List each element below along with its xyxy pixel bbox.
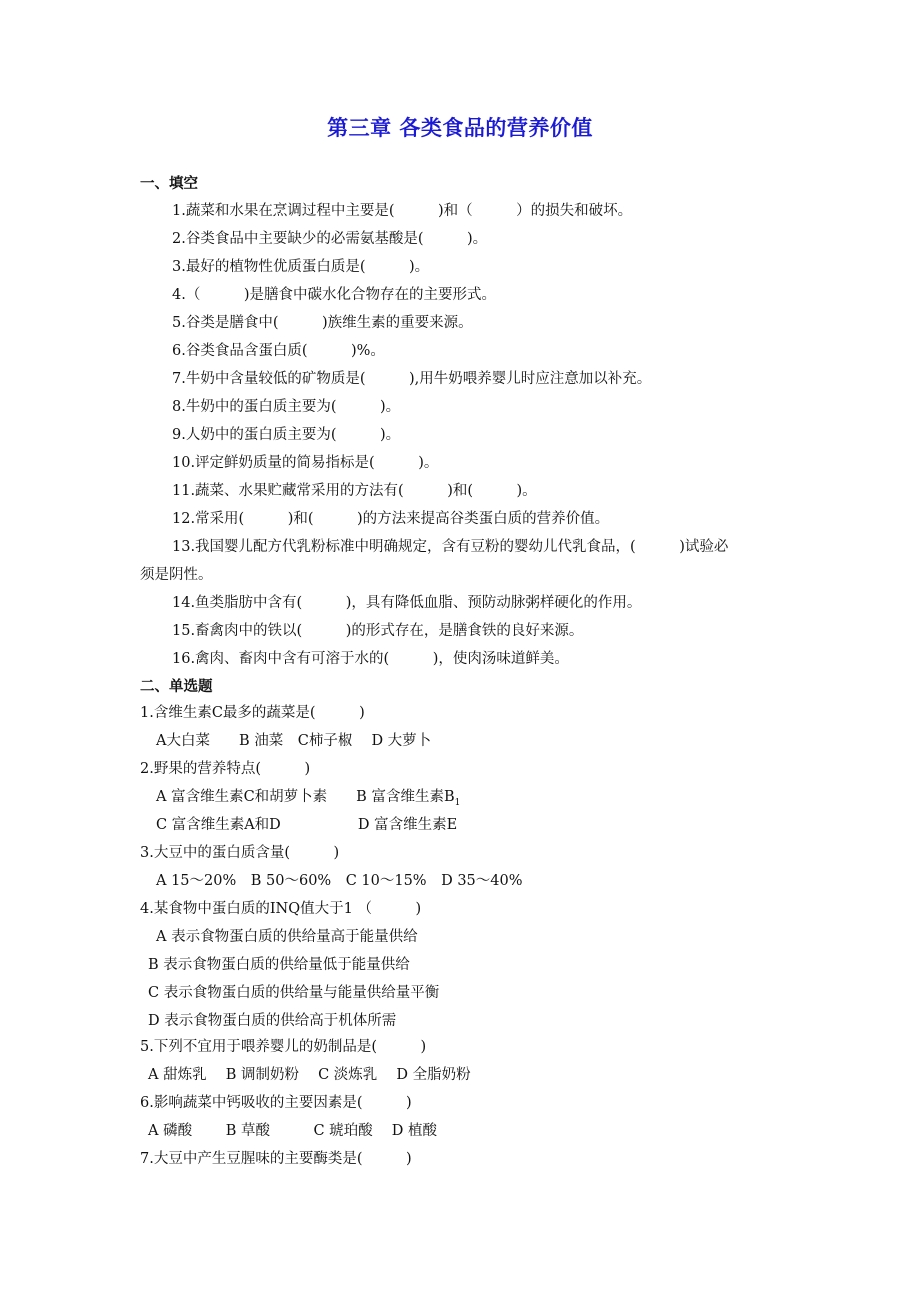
question-3-options: A 15～20% B 50～60% C 10～15% D 35～40% bbox=[156, 873, 523, 889]
section-heading-single-choice: 二、单选题 bbox=[140, 679, 213, 695]
question-7: 7.大豆中产生豆腥味的主要酶类是( ) bbox=[140, 1151, 412, 1167]
question-4-option-d: D 表示食物蛋白质的供给高于机体所需 bbox=[148, 1013, 397, 1029]
fill-item-7: 7.牛奶中含量较低的矿物质是( ),用牛奶喂养婴儿时应注意加以补充。 bbox=[172, 371, 652, 387]
fill-item-16: 16.禽肉、畜肉中含有可溶于水的( )，使肉汤味道鲜美。 bbox=[172, 651, 569, 667]
question-1: 1.含维生素C最多的蔬菜是( ) bbox=[140, 705, 365, 721]
fill-item-13-continued: 须是阴性。 bbox=[140, 567, 213, 583]
fill-item-9: 9.人奶中的蛋白质主要为( )。 bbox=[172, 427, 401, 443]
fill-item-3: 3.最好的植物性优质蛋白质是( )。 bbox=[172, 259, 430, 275]
fill-item-5: 5.谷类是膳食中( )族维生素的重要来源。 bbox=[172, 315, 473, 331]
fill-item-11: 11.蔬菜、水果贮藏常采用的方法有( )和( )。 bbox=[172, 483, 537, 499]
question-2-option-text: A 富含维生素C和胡萝卜素 B 富含维生素B bbox=[156, 789, 455, 805]
question-6: 6.影响蔬菜中钙吸收的主要因素是( ) bbox=[140, 1095, 412, 1111]
question-6-options: A 磷酸 B 草酸 C 琥珀酸 D 植酸 bbox=[148, 1123, 438, 1139]
question-1-options: A大白菜 B 油菜 C柿子椒 D 大萝卜 bbox=[156, 733, 432, 749]
fill-item-4: 4.（ )是膳食中碳水化合物存在的主要形式。 bbox=[172, 287, 496, 303]
fill-item-8: 8.牛奶中的蛋白质主要为( )。 bbox=[172, 399, 401, 415]
question-4: 4.某食物中蛋白质的INQ值大于1 （ ) bbox=[140, 901, 422, 917]
question-4-option-b: B 表示食物蛋白质的供给量低于能量供给 bbox=[148, 957, 410, 973]
question-4-option-c: C 表示食物蛋白质的供给量与能量供给量平衡 bbox=[148, 985, 440, 1001]
fill-item-14: 14.鱼类脂肪中含有( )，具有降低血脂、预防动脉粥样硬化的作用。 bbox=[172, 595, 642, 611]
fill-item-2: 2.谷类食品中主要缺少的必需氨基酸是( )。 bbox=[172, 231, 488, 247]
question-5-options: A 甜炼乳 B 调制奶粉 C 淡炼乳 D 全脂奶粉 bbox=[148, 1067, 471, 1083]
fill-item-6: 6.谷类食品含蛋白质( )%。 bbox=[172, 343, 385, 359]
question-2-options-ab bbox=[156, 787, 460, 813]
question-4-option-a: A 表示食物蛋白质的供给量高于能量供给 bbox=[156, 929, 418, 945]
question-2-options-cd: C 富含维生素A和D D 富含维生素E bbox=[156, 817, 458, 833]
page-title: 第三章 各类食品的营养价值 bbox=[327, 116, 593, 140]
fill-item-12: 12.常采用( )和( )的方法来提高谷类蛋白质的营养价值。 bbox=[172, 511, 610, 527]
fill-item-15: 15.畜禽肉中的铁以( )的形式存在，是膳食铁的良好来源。 bbox=[172, 623, 584, 639]
fill-item-1: 1.蔬菜和水果在烹调过程中主要是( )和（ ）的损失和破坏。 bbox=[172, 203, 633, 219]
question-5: 5.下列不宜用于喂养婴儿的奶制品是( ) bbox=[140, 1039, 427, 1055]
fill-item-10: 10.评定鲜奶质量的简易指标是( )。 bbox=[172, 455, 439, 471]
subscript: 1 bbox=[454, 797, 461, 808]
section-heading-fill-blank: 一、填空 bbox=[140, 176, 198, 192]
fill-item-13: 13.我国婴儿配方代乳粉标准中明确规定，含有豆粉的婴幼儿代乳食品，( )试验必 bbox=[172, 539, 729, 555]
question-3: 3.大豆中的蛋白质含量( ) bbox=[140, 845, 340, 861]
question-2: 2.野果的营养特点( ) bbox=[140, 761, 311, 777]
